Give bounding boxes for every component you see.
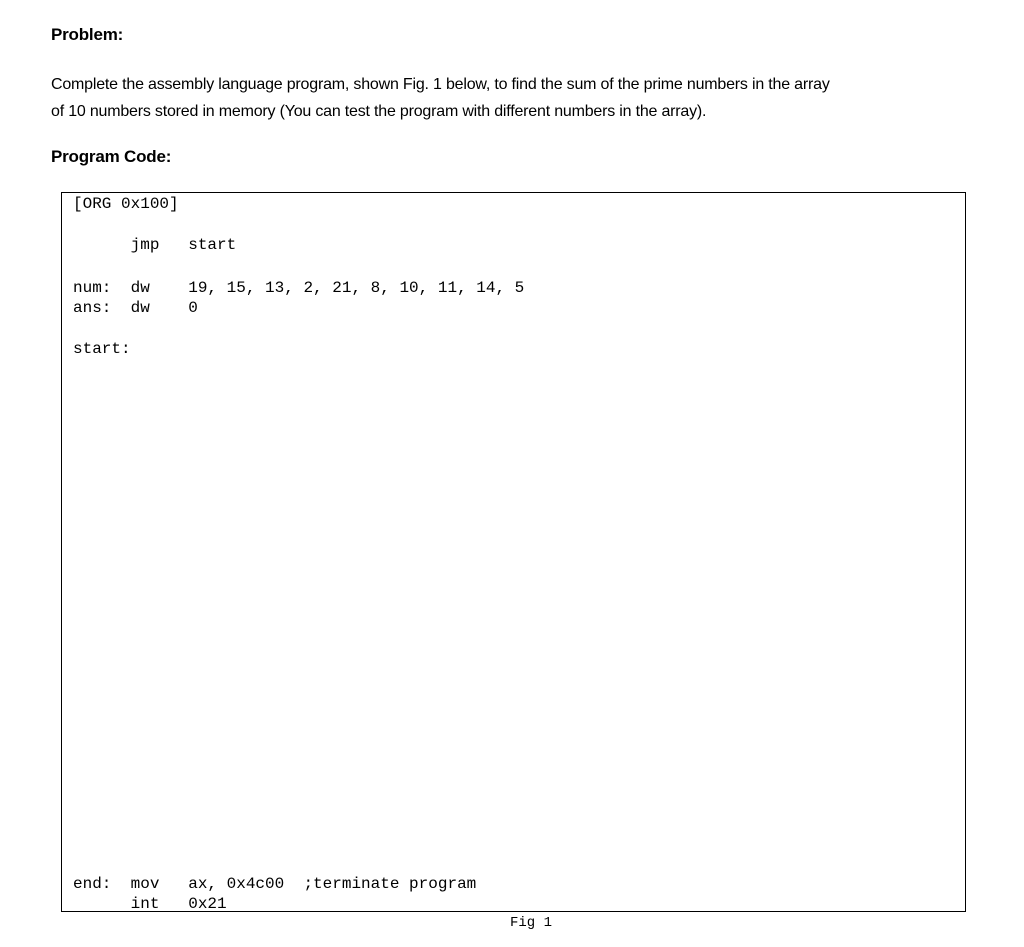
code-line-end-mov: end: mov ax, 0x4c00 ;terminate program xyxy=(73,875,477,893)
code-line-jmp: jmp start xyxy=(73,236,237,254)
program-code-heading: Program Code: xyxy=(51,147,172,166)
figure-caption: Fig 1 xyxy=(510,915,553,931)
code-line-ans: ans: dw 0 xyxy=(73,299,198,317)
code-line-num: num: dw 19, 15, 13, 2, 21, 8, 10, 11, 14, 5 xyxy=(73,279,525,297)
problem-statement-line: of 10 numbers stored in memory (You can test the program with different numbers in the array). xyxy=(51,103,707,120)
problem-heading: Problem: xyxy=(51,25,124,44)
problem-statement xyxy=(51,71,981,125)
code-listing-box xyxy=(61,192,966,912)
code-line-int: int 0x21 xyxy=(73,895,227,913)
code-line-org: [ORG 0x100] xyxy=(73,195,179,213)
problem-statement-line: Complete the assembly language program, shown Fig. 1 below, to find the sum of the prime numbers in the array xyxy=(51,76,830,93)
code-line-start-label: start: xyxy=(73,340,131,358)
